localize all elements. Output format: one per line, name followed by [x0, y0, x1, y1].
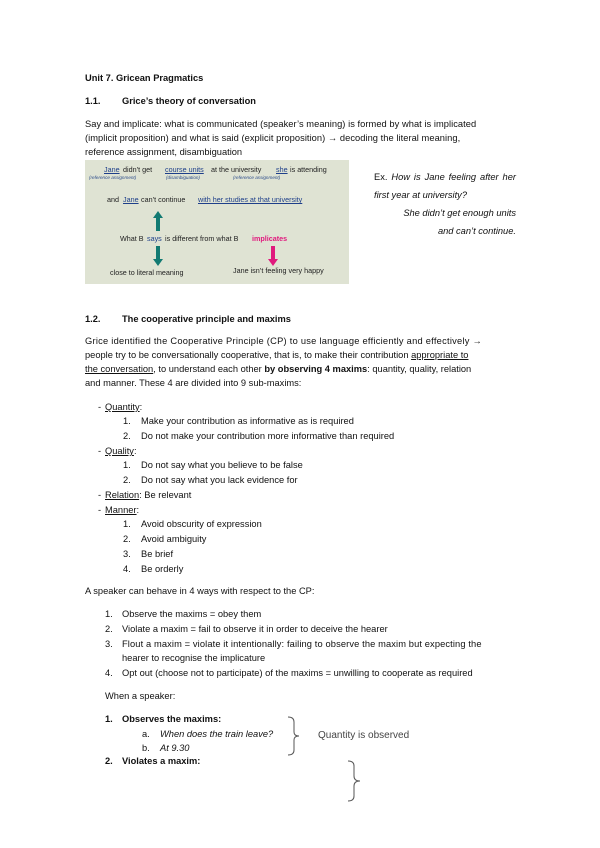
arrow-up-icon: [153, 211, 163, 231]
diagram-what-b: What B: [120, 234, 144, 243]
observes-a-text: When does the train leave?: [160, 729, 274, 739]
maxim-quantity: - Quantity:: [105, 401, 142, 413]
observes-b-text: At 9.30: [160, 743, 190, 753]
way-4-text: Opt out (choose not to participate) of the maxims = unwilling to cooperate as required: [122, 668, 473, 678]
quantity-item-2: 2. Do not make your contribution more informative than required: [123, 431, 395, 441]
section-1-para-line-2: (implicit proposition) and what is said (explicit proposition) → decoding the literal meaning,: [85, 133, 461, 143]
observes-a: a. When does the train leave?: [142, 729, 274, 739]
maxim-manner-label: Manner: [105, 505, 137, 515]
way-1: 1. Observe the maxims = obey them: [105, 609, 262, 619]
diagram-jane-2: Jane: [123, 195, 139, 204]
right-brace-icon: [286, 716, 304, 756]
section-1-number: 1.1.: [85, 96, 101, 106]
para-line-3-text-c: : quantity, quality, relation: [367, 364, 472, 374]
manner-item-1-text: Avoid obscurity of expression: [141, 519, 262, 529]
quantity-observed-label: Quantity is observed: [318, 730, 410, 741]
diagram-jane: Jane: [104, 165, 120, 174]
way-2: 2. Violate a maxim = fail to observe it in order to deceive the hearer: [105, 624, 388, 634]
implicature-diagram: [85, 160, 349, 284]
example-question-block: [356, 168, 516, 204]
observes-heading-text: Observes the maxims:: [122, 714, 222, 724]
diagram-cant-continue: can’t continue: [141, 195, 186, 204]
diagram-says: says: [147, 234, 162, 243]
manner-item-4: 4. Be orderly: [123, 564, 184, 574]
way-3-text: Flout a maxim = violate it intentionally: failing to observe the maxim but expecting the: [122, 639, 482, 649]
example-question: How is Jane feeling after her first year at university?: [374, 172, 516, 200]
violates-heading: 2. Violates a maxim:: [105, 756, 201, 766]
right-brace-icon-2: [346, 760, 366, 802]
section-2-para-line-3: [85, 363, 471, 375]
manner-item-2-text: Avoid ambiguity: [141, 534, 207, 544]
observes-heading: 1. Observes the maxims:: [105, 714, 222, 724]
para-the-conversation: the conversation: [85, 364, 154, 374]
manner-item-2: 2. Avoid ambiguity: [123, 534, 207, 544]
diagram-ref-assignment-2: (reference assignment): [233, 175, 281, 180]
violates-heading-text: Violates a maxim:: [122, 756, 201, 766]
manner-item-3: 3. Be brief: [123, 549, 174, 559]
section-2-title: The cooperative principle and maxims: [122, 314, 291, 324]
arrow-down-left-icon: [153, 246, 163, 266]
quality-item-2-text: Do not say what you lack evidence for: [141, 475, 298, 485]
maxim-relation-text: : Be relevant: [139, 490, 192, 500]
maxim-quality: - Quality:: [105, 445, 137, 457]
para-line-3-text-a: , to understand each other: [153, 364, 265, 374]
observes-b: b. At 9.30: [142, 743, 190, 753]
way-4: 4. Opt out (choose not to participate) of the maxims = unwilling to cooperate as required: [105, 668, 473, 678]
section-2-para-line-1: Grice identified the Cooperative Principle (CP) to use language efficiently and effectively →: [85, 336, 483, 346]
when-speaker: When a speaker:: [105, 691, 176, 701]
manner-item-1: 1. Avoid obscurity of expression: [123, 519, 262, 529]
maxim-relation-label: Relation: [105, 490, 140, 500]
quality-item-1: 1. Do not say what you believe to be false: [123, 460, 303, 470]
section-1-title: Grice’s theory of conversation: [122, 96, 256, 106]
diagram-ref-assignment-1: (reference assignment): [89, 175, 137, 180]
arrow-down-right-icon: [268, 246, 278, 266]
maxim-manner: - Manner:: [105, 504, 139, 516]
diagram-close-literal: close to literal meaning: [110, 268, 184, 277]
section-2-para-line-2: [85, 349, 468, 361]
section-2-number: 1.2.: [85, 314, 101, 324]
manner-item-3-text: Be brief: [141, 549, 174, 559]
maxim-relation: [105, 489, 191, 501]
quantity-item-2-text: Do not make your contribution more informative than required: [141, 431, 395, 441]
diagram-disambiguation: (disambiguation): [166, 175, 200, 180]
diagram-with-studies: with her studies at that university: [198, 195, 303, 204]
maxim-quality-label: Quality: [105, 446, 134, 456]
diagram-is-attending: is attending: [290, 165, 327, 174]
diagram-different: is different from what B: [165, 234, 239, 243]
example-block: [356, 168, 516, 240]
section-1-para-line-3: reference assignment, disambiguation: [85, 147, 243, 157]
way-2-text: Violate a maxim = fail to observe it in order to deceive the hearer: [122, 624, 388, 634]
diagram-implicates: implicates: [252, 234, 288, 243]
ways-intro: A speaker can behave in 4 ways with respect to the CP:: [85, 586, 315, 596]
para-observing-maxims: by observing 4 maxims: [264, 364, 368, 374]
way-1-text: Observe the maxims = obey them: [122, 609, 262, 619]
diagram-jane-isnt-happy: Jane isn’t feeling very happy: [233, 266, 324, 275]
section-2-para-line-4: and manner. These 4 are divided into 9 sub-maxims:: [85, 378, 302, 388]
quality-item-1-text: Do not say what you believe to be false: [141, 460, 303, 470]
diagram-course-units: course units: [165, 165, 204, 174]
unit-title: Unit 7. Gricean Pragmatics: [85, 73, 204, 83]
quality-item-2: 2. Do not say what you lack evidence for: [123, 475, 298, 485]
diagram-at-university: at the university: [211, 165, 262, 174]
way-3-continued: hearer to recognise the implicature: [122, 653, 266, 663]
para-line-2-text: people try to be conversationally cooperative, that is, to make their contribution: [85, 350, 412, 360]
diagram-she: she: [276, 165, 288, 174]
diagram-and: and: [107, 195, 119, 204]
section-1-para-line-1: Say and implicate: what is communicated (speaker’s meaning) is formed by what is implicated: [85, 119, 477, 129]
diagram-didnt-get: didn’t get: [123, 165, 153, 174]
example-answer: She didn’t get enough units and can’t continue.: [403, 208, 516, 236]
para-appropriate-to: appropriate to: [411, 350, 469, 360]
manner-item-4-text: Be orderly: [141, 564, 184, 574]
way-3: 3. Flout a maxim = violate it intentionally: failing to observe the maxim but expecting the: [105, 639, 482, 649]
maxim-quantity-label: Quantity: [105, 402, 140, 412]
example-prefix: Ex.: [374, 172, 388, 182]
quantity-item-1-text: Make your contribution as informative as is required: [141, 416, 354, 426]
quantity-item-1: 1. Make your contribution as informative as is required: [123, 416, 354, 426]
